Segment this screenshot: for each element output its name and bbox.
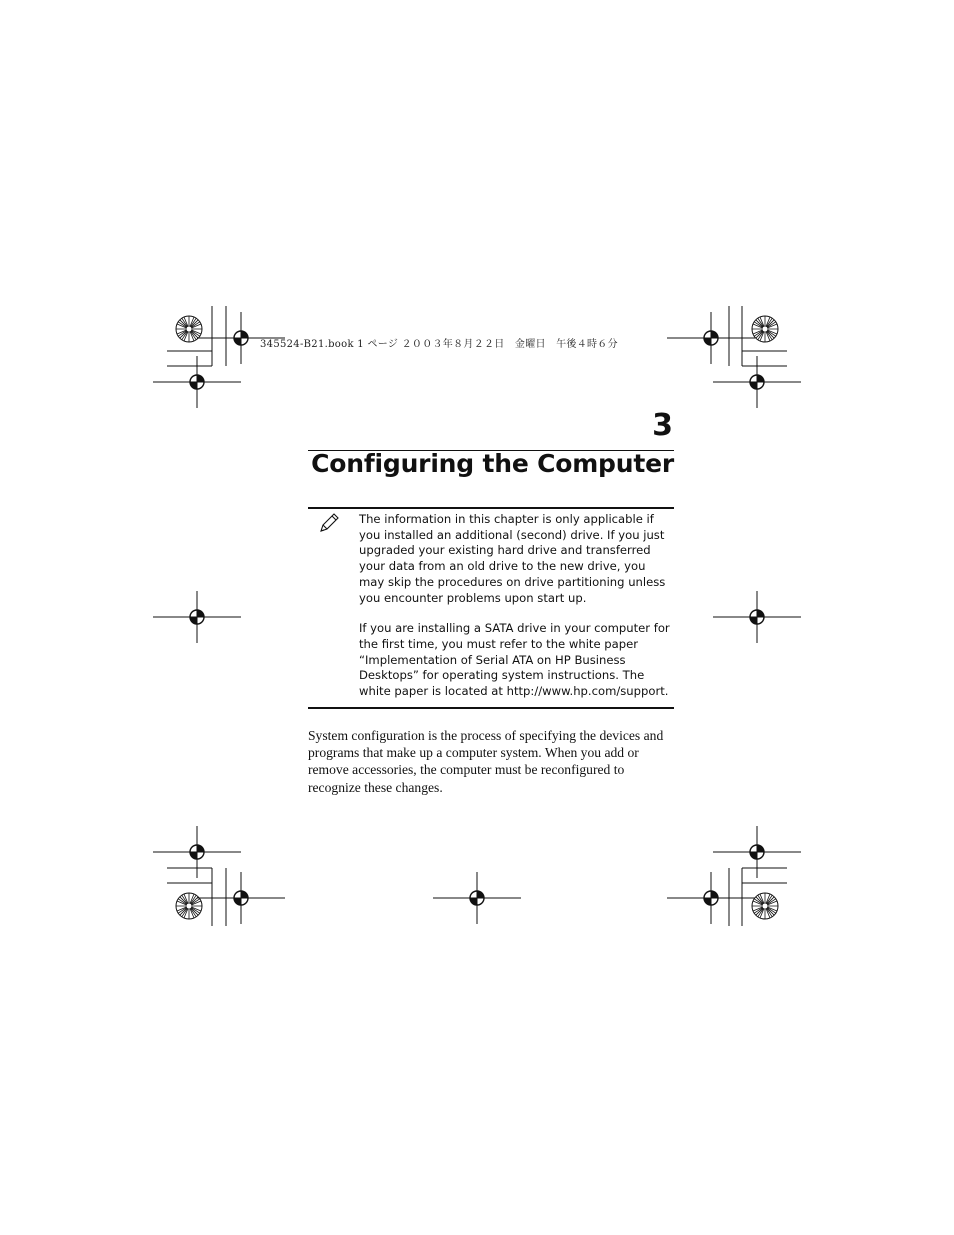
print-header: 345524-B21.book 1 ページ ２００３年８月２２日 金曜日 午後４時６分: [260, 339, 618, 350]
note-text: [359, 512, 671, 700]
note-paragraph-1: The information in this chapter is only applicable if you installed an additional (second) drive. If you just upgraded your existing hard drive and transferred your data from an old drive to the new drive, you may skip the procedures on drive partitioning unless you encounter problems upon start up.: [359, 512, 666, 605]
body-paragraph: System configuration is the process of specifying the devices and programs that make up a computer system. When you add or remove accessories, the computer must be reconfigured to recognize these changes.: [308, 728, 664, 795]
pencil-icon: [318, 512, 340, 534]
chapter-number: 3: [652, 408, 673, 443]
chapter-title: Configuring the Computer: [311, 449, 674, 478]
note-paragraph-2: If you are installing a SATA drive in your computer for the first time, you must refer to the white paper “Implementation of Serial ATA on HP Business Desktops” for operating system instructions. The white paper is located at http://www.hp.com/support.: [359, 621, 670, 699]
